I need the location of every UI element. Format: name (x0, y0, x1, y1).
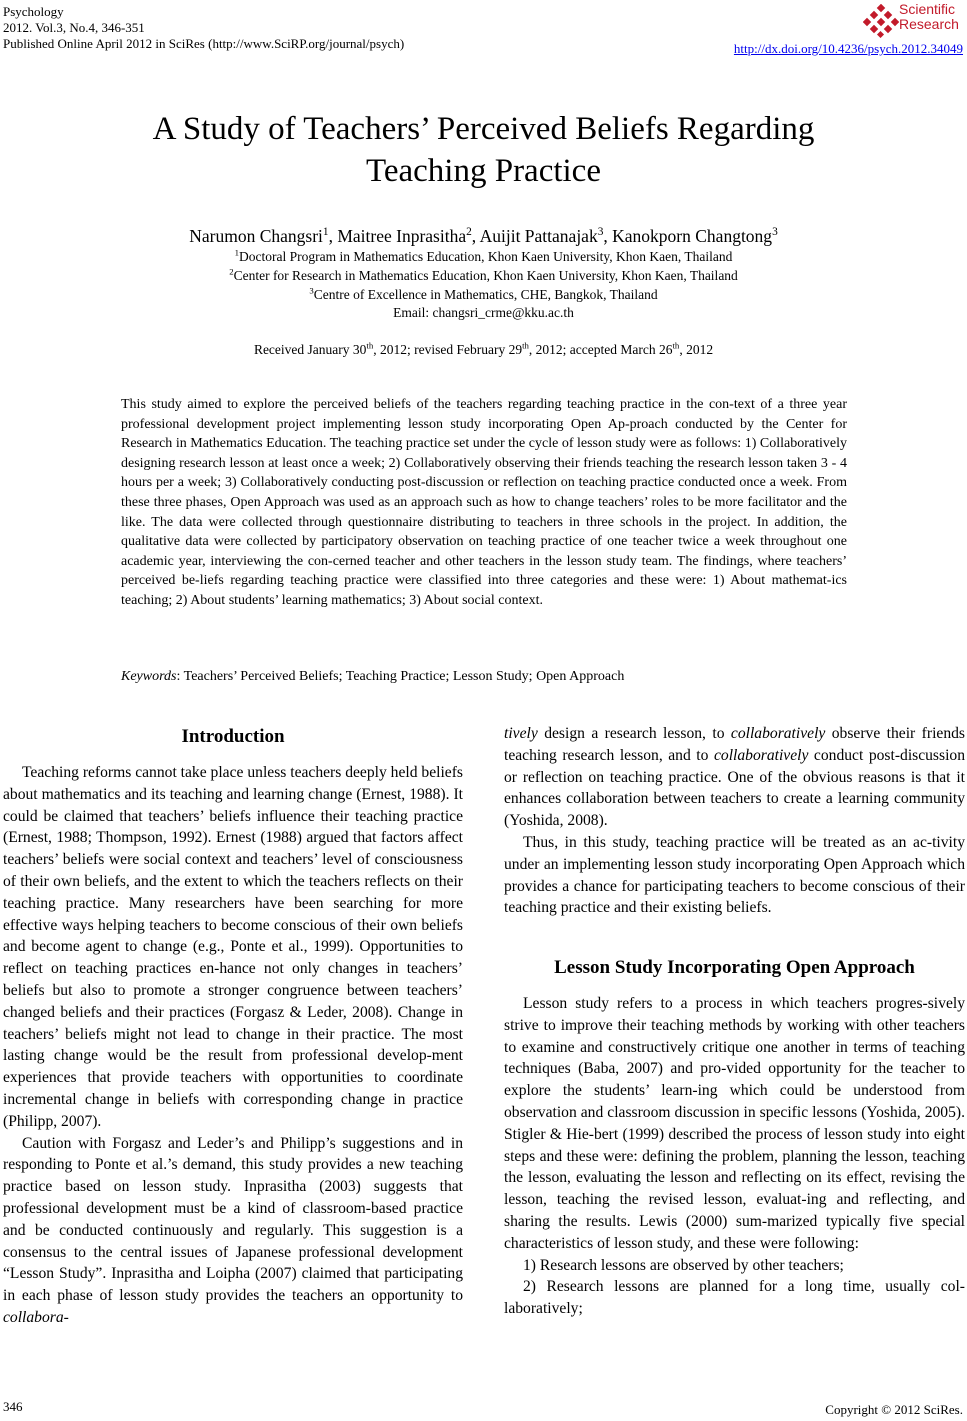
intro-paragraph-1: Teaching reforms cannot take place unless teachers deeply held beliefs about mathematics and its teaching and learning change (Ernest, 1988). It could be claimed that teachers’ beliefs influence their teaching practice (Ernest, 1988; Thompson, 1992). Ernest (1988) argued that factors affect teachers’ beliefs were social context and teachers’ level of consciousness of their own beliefs, and the extent to which the teachers reflects on their teaching practice. Many researchers have been searching for more effective ways helping teachers to become conscious of their own beliefs and become agent to change (e.g., Ponte et al., 1999). Opportunities to reflect on teaching practices en-hance not only changes in teachers’ beliefs but also to promote a stronger congruence between teachers’ changed beliefs and their practices (Forgasz & Leder, 2008). Change in teachers’ beliefs might not lead to change in their practice. The most lasting change would be the result from professional develop-ment experiences that provide teachers with opportunities to coordinate incremental change in beliefs with corresponding change in practice (Philipp, 2007). (3, 764, 463, 1130)
affil-text: Centre of Excellence in Mathematics, CHE, Bangkok, Thailand (313, 287, 658, 302)
author-list (0, 226, 967, 247)
journal-volume: 2012. Vol.3, No.4, 346-351 (3, 20, 145, 35)
logo-line-1: Scientific (899, 1, 956, 17)
author-separator: , (603, 226, 613, 246)
logo-mark-icon (863, 4, 899, 38)
intro-paragraph-2-continued (504, 723, 965, 832)
intro-paragraph-2 (3, 1133, 463, 1329)
affil-mark: 1 (234, 247, 239, 258)
emphasis-text: collaboratively (730, 725, 826, 742)
author-name: Kanokporn Changtong (612, 226, 773, 246)
affil-mark: 3 (309, 285, 314, 296)
accepted-part: , 2012; accepted March 26 (528, 342, 673, 357)
affiliation-2 (0, 268, 967, 284)
list-item: 1) Research lessons are observed by other teachers; (523, 1256, 844, 1274)
received-part: Received January 30 (253, 342, 367, 357)
page-number: 346 (3, 1399, 23, 1414)
emphasis-text: collabora- (3, 1308, 69, 1326)
keywords (121, 669, 624, 685)
section-heading-introduction: Introduction (181, 726, 285, 747)
paragraph-text: observe their friends teaching research lesson, and to (504, 725, 965, 764)
author-separator: , (471, 226, 480, 246)
paragraph-text: design a research lesson, to (537, 725, 731, 742)
copyright-notice: Copyright © 2012 SciRes. (825, 1402, 963, 1417)
affiliation-3 (0, 287, 967, 303)
affil-mark: 2 (229, 266, 234, 277)
emphasis-text: collaboratively (713, 746, 809, 764)
author-name: Maitree Inprasitha (337, 226, 467, 246)
doi-link[interactable]: http://dx.doi.org/10.4236/psych.2012.34049 (733, 41, 963, 56)
lesson-study-paragraph: Lesson study refers to a process in which teachers progres-sively strive to improve their teaching methods by working with other teachers to examine and constructively critique one another in terms of teaching techniques (Baba, 2007) and pro-vided opportunity for the teacher to explore the students’ learn-ing which could be understood from observation and classroom discussion in specific lessons (Yoshida, 2005). Stigler & Hie-bert (1999) described the process of lesson study into eight steps and these were: defining the problem, planning the lesson, teaching the lesson, evaluating the lesson and reflecting on its effect, revising the lesson, teaching the revised lesson, evaluat-ing and reflecting, and sharing the results. Lewis (2000) sum-marized typically five special characteristics of lesson study, and these were following: (504, 995, 965, 1252)
author-name: Narumon Changsri (189, 226, 323, 246)
publisher-logo (861, 2, 961, 42)
section-heading-lesson-study: Lesson Study Incorporating Open Approach (554, 957, 915, 978)
intro-paragraph-3: Thus, in this study, teaching practice will be treated as an ac-tivity under an implementing lesson study incorporating Open Approach which provides a chance for participating teachers to become conscious of their teaching practice and their existing beliefs. (504, 833, 965, 917)
keywords-label: Keywords (121, 669, 177, 684)
author-separator: , (328, 226, 338, 246)
revised-part: , 2012; revised February 29 (373, 342, 523, 357)
ordinal-suffix: th (672, 340, 680, 351)
paragraph-text: Caution with Forgasz and Leder’s and Philipp’s suggestions and in responding to Ponte et al.’s demand, this study provides a new teaching practice based on lesson study. Inprasitha (2003) suggests that professional development must be a kind of classroom-based practice and be conducted continuously and regularly. This suggestion is a consensus to the central issues of Japanese professional development “Lesson Study”. Inprasitha and Loipha (2007) claimed that participating in each phase of lesson study provides the teachers an opportunity to (3, 1134, 463, 1305)
author-affil-mark: 1 (322, 226, 329, 239)
publication-info: Published Online April 2012 in SciRes (http://www.SciRP.org/journal/psych) (3, 36, 405, 51)
author-affil-mark: 3 (597, 226, 604, 239)
logo-text (899, 2, 959, 32)
title-line-2: Teaching Practice (366, 153, 601, 189)
left-column (3, 762, 463, 1329)
email-text: Email: changsri_crme@kku.ac.th (393, 305, 574, 320)
author-affil-mark: 3 (772, 226, 778, 239)
ordinal-suffix: th (366, 340, 374, 351)
emphasis-text: tively (504, 725, 538, 742)
title-line-1: A Study of Teachers’ Perceived Beliefs Regarding (152, 111, 815, 147)
paper-title (0, 108, 967, 192)
keywords-text: : Teachers’ Perceived Beliefs; Teaching Practice; Lesson Study; Open Approach (176, 669, 625, 684)
affil-text: Doctoral Program in Mathematics Education, Khon Kaen University, Khon Kaen, Thailand (239, 249, 733, 264)
affil-text: Center for Research in Mathematics Education, Khon Kaen University, Khon Kaen, Thailand (233, 268, 738, 283)
logo-line-2: Research (899, 16, 959, 32)
journal-header (3, 4, 404, 52)
lesson-study-section (504, 993, 965, 1320)
right-column (504, 723, 965, 919)
author-name: Auijit Pattanajak (479, 226, 598, 246)
paragraph-text: conduct post-discussion or reflection on teaching practice. One of the obvious reasons is that it enhances collaboration between teachers to create a learning community (Yoshida, 2008). (504, 746, 965, 830)
author-affil-mark: 2 (466, 226, 472, 239)
contact-email (0, 305, 967, 321)
received-dates (0, 342, 967, 358)
affiliation-1 (0, 249, 967, 265)
list-item: 2) Research lessons are planned for a long time, usually col-laboratively; (504, 1278, 965, 1318)
ordinal-suffix: th (522, 340, 529, 351)
year-part: , 2012 (679, 342, 714, 357)
journal-name: Psychology (3, 4, 64, 19)
abstract: This study aimed to explore the perceived beliefs of the teachers regarding teaching practice in the con-text of a three year professional development project implementing lesson study incorporating Open Ap-proach conducted by the Center for Research in Mathematics Education. The teaching practice set under the cycle of lesson study were as follows: 1) Collaboratively designing research lesson at least once a week; 2) Collaboratively observing their friends teaching the research lesson taken 3 - 4 hours per a week; 3) Collaboratively conducting post-discussion or reflection on teaching practice conducted once a week. From these three phases, Open Approach was used as an approach such as how to change teachers’ roles to be more facilitator and the like. The data were collected through questionnaire distributing to teachers in three schools in the project. In addition, the qualitative data were collected by participatory observation on teaching practice of one teacher twice a week throughout one academic year, interviewing the con-cerned teacher and other teachers in the lesson study team. The findings, where teachers’ perceived be-liefs regarding teaching practice were classified into three categories and these were: 1) About mathemat-ics teaching; 2) About students’ learning mathematics; 3) About social context. (121, 397, 847, 608)
